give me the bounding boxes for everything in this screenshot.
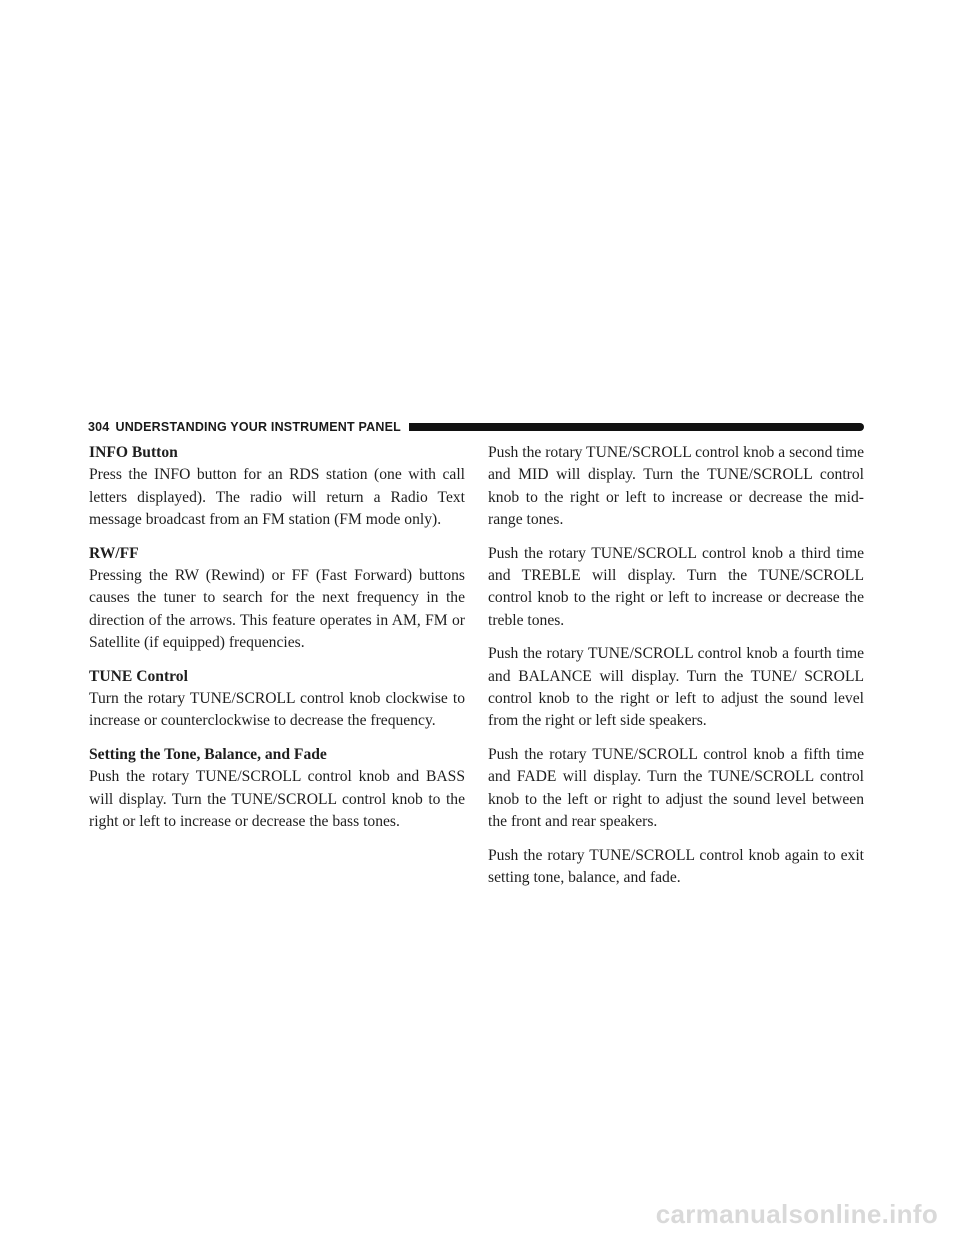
paragraph-tone-balance-fade: Push the rotary TUNE/SCROLL control knob and BASS will display. Turn the TUNE/SCROLL control knob to the right or left to increase or decrease the bass tones.: [89, 768, 465, 831]
left-column: [89, 442, 465, 845]
watermark: carmanualsonline.info: [655, 1199, 938, 1229]
paragraph-fade: Push the rotary TUNE/SCROLL control knob a fifth time and FADE will display. Turn the TUNE/SCROLL control knob to the left or right to adjust the sound level between the front and rear speakers.: [488, 745, 864, 831]
heading-tune-control: TUNE Control: [89, 667, 188, 685]
section-title: UNDERSTANDING YOUR INSTRUMENT PANEL: [115, 420, 401, 434]
section-info-button: [89, 442, 465, 532]
paragraph-tune-control: Turn the rotary TUNE/SCROLL control knob clockwise to increase or counterclockwise to decrease the frequency.: [89, 690, 465, 730]
heading-info-button: INFO Button: [89, 444, 178, 461]
page-header: [88, 418, 864, 436]
section-rw-ff: [89, 543, 465, 655]
heading-rw-ff: RW/FF: [89, 544, 139, 562]
section-tune-control: [89, 666, 465, 733]
right-column: [488, 442, 864, 900]
header-rule: [409, 423, 864, 431]
paragraph-balance: Push the rotary TUNE/SCROLL control knob a fourth time and BALANCE will display. Turn the TUNE/ SCROLL control knob to the right or left to adjust the sound level from the right or left side speakers.: [488, 645, 864, 730]
paragraph-mid: Push the rotary TUNE/SCROLL control knob a second time and MID will display. Turn the TUNE/SCROLL control knob to the right or left to increase or decrease the mid-range tones.: [488, 444, 864, 529]
heading-tone-balance-fade: Setting the Tone, Balance, and Fade: [89, 745, 327, 763]
page-number: 304: [88, 420, 110, 434]
paragraph-treble: Push the rotary TUNE/SCROLL control knob a third time and TREBLE will display. Turn the TUNE/SCROLL control knob to the right or left to increase or decrease the treble tones.: [488, 544, 864, 629]
section-tone-balance-fade: [89, 744, 465, 834]
paragraph-exit: Push the rotary TUNE/SCROLL control knob again to exit setting tone, balance, and fade.: [488, 846, 864, 886]
paragraph-info-button: Press the INFO button for an RDS station (one with call letters displayed). The radio will return a Radio Text message broadcast from an FM station (FM mode only).: [89, 466, 465, 529]
paragraph-rw-ff: Pressing the RW (Rewind) or FF (Fast Forward) buttons causes the tuner to search for the next frequency in the direction of the arrows. This feature operates in AM, FM or Satellite (if equipped) frequencies.: [89, 567, 465, 652]
